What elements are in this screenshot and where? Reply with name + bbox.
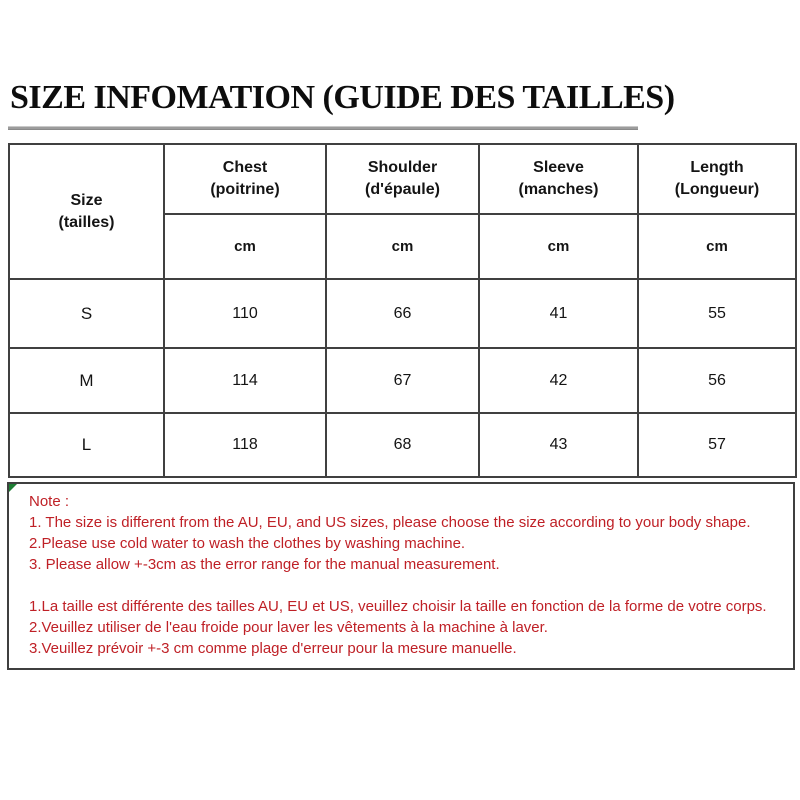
col-header-size xyxy=(9,144,164,279)
unit-cell-shoulder: cm xyxy=(326,214,479,279)
sleeve-header-label: Sleeve xyxy=(533,159,584,176)
title-underline xyxy=(8,126,638,130)
table-row xyxy=(9,348,796,413)
table-header-row xyxy=(9,144,796,214)
size-table xyxy=(8,143,797,478)
note-line: 2.Veuillez utiliser de l'eau froide pour laver les vêtements à la machine à laver. xyxy=(29,619,548,636)
notes-french xyxy=(29,596,787,659)
size-header-label: Size xyxy=(70,191,103,209)
table-row xyxy=(9,279,796,348)
unit-cell-sleeve: cm xyxy=(479,214,638,279)
value-cell: 43 xyxy=(479,413,638,477)
col-header-chest xyxy=(164,144,326,214)
note-line: 1. The size is different from the AU, EU, and US sizes, please choose the size according to your body shape. xyxy=(29,514,751,531)
chest-header-label: Chest xyxy=(222,159,268,176)
notes-heading: Note : xyxy=(29,493,70,510)
value-cell: 110 xyxy=(164,279,326,348)
unit-cell-length: cm xyxy=(638,214,796,279)
chest-header-translation: (poitrine) xyxy=(210,181,280,198)
value-cell: 41 xyxy=(479,279,638,348)
value-cell: 67 xyxy=(326,348,479,413)
col-header-shoulder xyxy=(326,144,479,214)
table-row xyxy=(9,413,796,477)
page-title: SIZE INFOMATION (GUIDE DES TAILLES) xyxy=(10,79,675,116)
col-header-sleeve xyxy=(479,144,638,214)
note-line: 3. Please allow +-3cm as the error range for the manual measurement. xyxy=(29,556,500,573)
sleeve-header-translation: (manches) xyxy=(518,181,599,198)
unit-cell-chest: cm xyxy=(164,214,326,279)
shoulder-header-translation: (d'épaule) xyxy=(365,181,440,198)
size-cell-s: S xyxy=(9,279,164,348)
value-cell: 118 xyxy=(164,413,326,477)
size-cell-m: M xyxy=(9,348,164,413)
col-header-length xyxy=(638,144,796,214)
note-line: 1.La taille est différente des tailles AU, EU et US, veuillez choisir la taille en fonction de la forme de votre corps. xyxy=(29,598,767,615)
value-cell: 56 xyxy=(638,348,796,413)
size-header-translation: (tailles) xyxy=(58,213,115,231)
size-cell-l: L xyxy=(9,413,164,477)
value-cell: 68 xyxy=(326,413,479,477)
length-header-label: Length xyxy=(690,159,744,176)
note-line: 3.Veuillez prévoir +-3 cm comme plage d'erreur pour la mesure manuelle. xyxy=(29,640,517,657)
value-cell: 114 xyxy=(164,348,326,413)
value-cell: 55 xyxy=(638,279,796,348)
value-cell: 42 xyxy=(479,348,638,413)
length-header-translation: (Longueur) xyxy=(674,181,760,198)
notes-box xyxy=(7,482,795,670)
notes-english xyxy=(29,512,787,575)
excel-error-indicator-icon xyxy=(9,484,17,492)
shoulder-header-label: Shoulder xyxy=(367,159,438,176)
value-cell: 57 xyxy=(638,413,796,477)
value-cell: 66 xyxy=(326,279,479,348)
note-line: 2.Please use cold water to wash the clothes by washing machine. xyxy=(29,535,466,552)
